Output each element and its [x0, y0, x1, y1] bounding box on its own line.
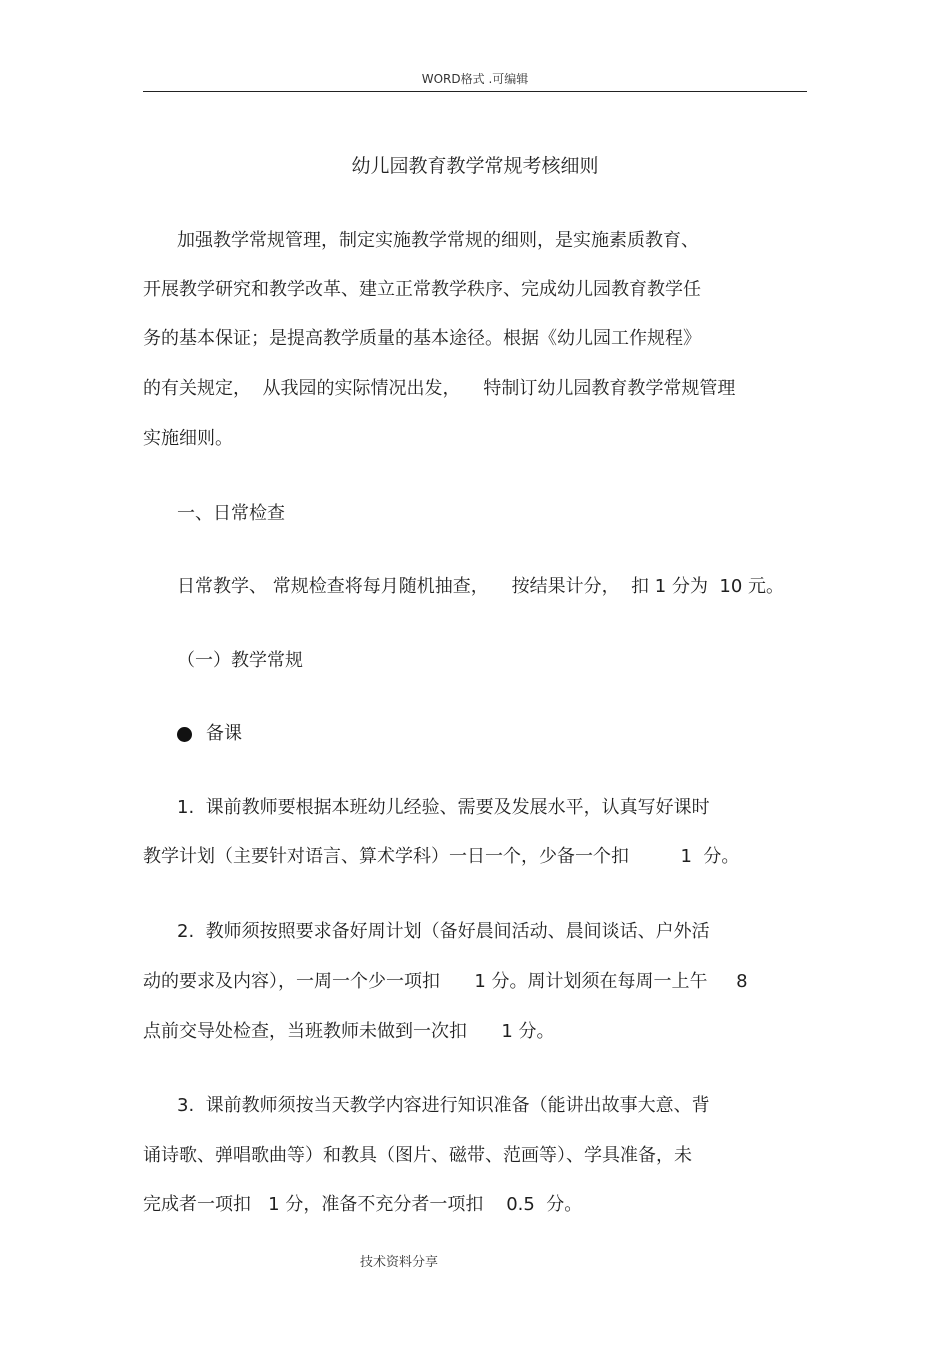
- document-title: 幼儿园教育教学常规考核细则: [351, 155, 599, 177]
- header-divider: [143, 91, 807, 92]
- intro-line-2: 开展教学研究和教学改革、建立正常教学秩序、完成幼儿园教育教学任: [143, 279, 701, 300]
- section-heading-daily-check: 一、日常检查: [177, 503, 285, 524]
- item2-line-2: 动的要求及内容），一周一个少一项扣 1 分。周计划须在每周一上午 8: [143, 971, 748, 992]
- item2-line-3: 点前交导处检查，当班教师未做到一次扣 1 分。: [143, 1021, 555, 1042]
- intro-line-3: 务的基本保证；是提高教学质量的基本途径。根据《幼儿园工作规程》: [143, 328, 701, 349]
- page-footer: 技术资料分享: [360, 1255, 439, 1270]
- item1-line-1: 1. 课前教师要根据本班幼儿经验、需要及发展水平，认真写好课时: [177, 797, 710, 818]
- intro-line-5: 实施细则。: [143, 428, 233, 449]
- item3-line-2: 诵诗歌、弹唱歌曲等）和教具（图片、磁带、范画等）、学具准备，未: [143, 1145, 692, 1166]
- section-daily-check-text: 日常教学、 常规检查将每月随机抽查， 按结果计分， 扣 1 分为 10 元。: [177, 576, 785, 597]
- bullet-lesson-prep: [177, 721, 242, 747]
- item3-line-3: 完成者一项扣 1 分，准备不充分者一项扣 0.5 分。: [143, 1194, 583, 1215]
- subsection-heading-teaching: （一）教学常规: [177, 650, 303, 671]
- intro-line-4: 的有关规定， 从我园的实际情况出发， 特制订幼儿园教育教学常规管理: [143, 378, 736, 399]
- bullet-dot-icon: [177, 727, 192, 742]
- item2-line-1: 2. 教师须按照要求备好周计划（备好晨间活动、晨间谈话、户外活: [177, 921, 710, 942]
- item3-line-1: 3. 课前教师须按当天教学内容进行知识准备（能讲出故事大意、背: [177, 1095, 710, 1116]
- intro-line-1: 加强教学常规管理，制定实施教学常规的细则，是实施素质教育、: [177, 230, 699, 251]
- bullet-label: 备课: [206, 723, 242, 744]
- page-header: WORD格式 .可编辑: [421, 72, 529, 86]
- item1-line-2: 教学计划（主要针对语言、算术学科）一日一个，少备一个扣 1 分。: [143, 846, 740, 867]
